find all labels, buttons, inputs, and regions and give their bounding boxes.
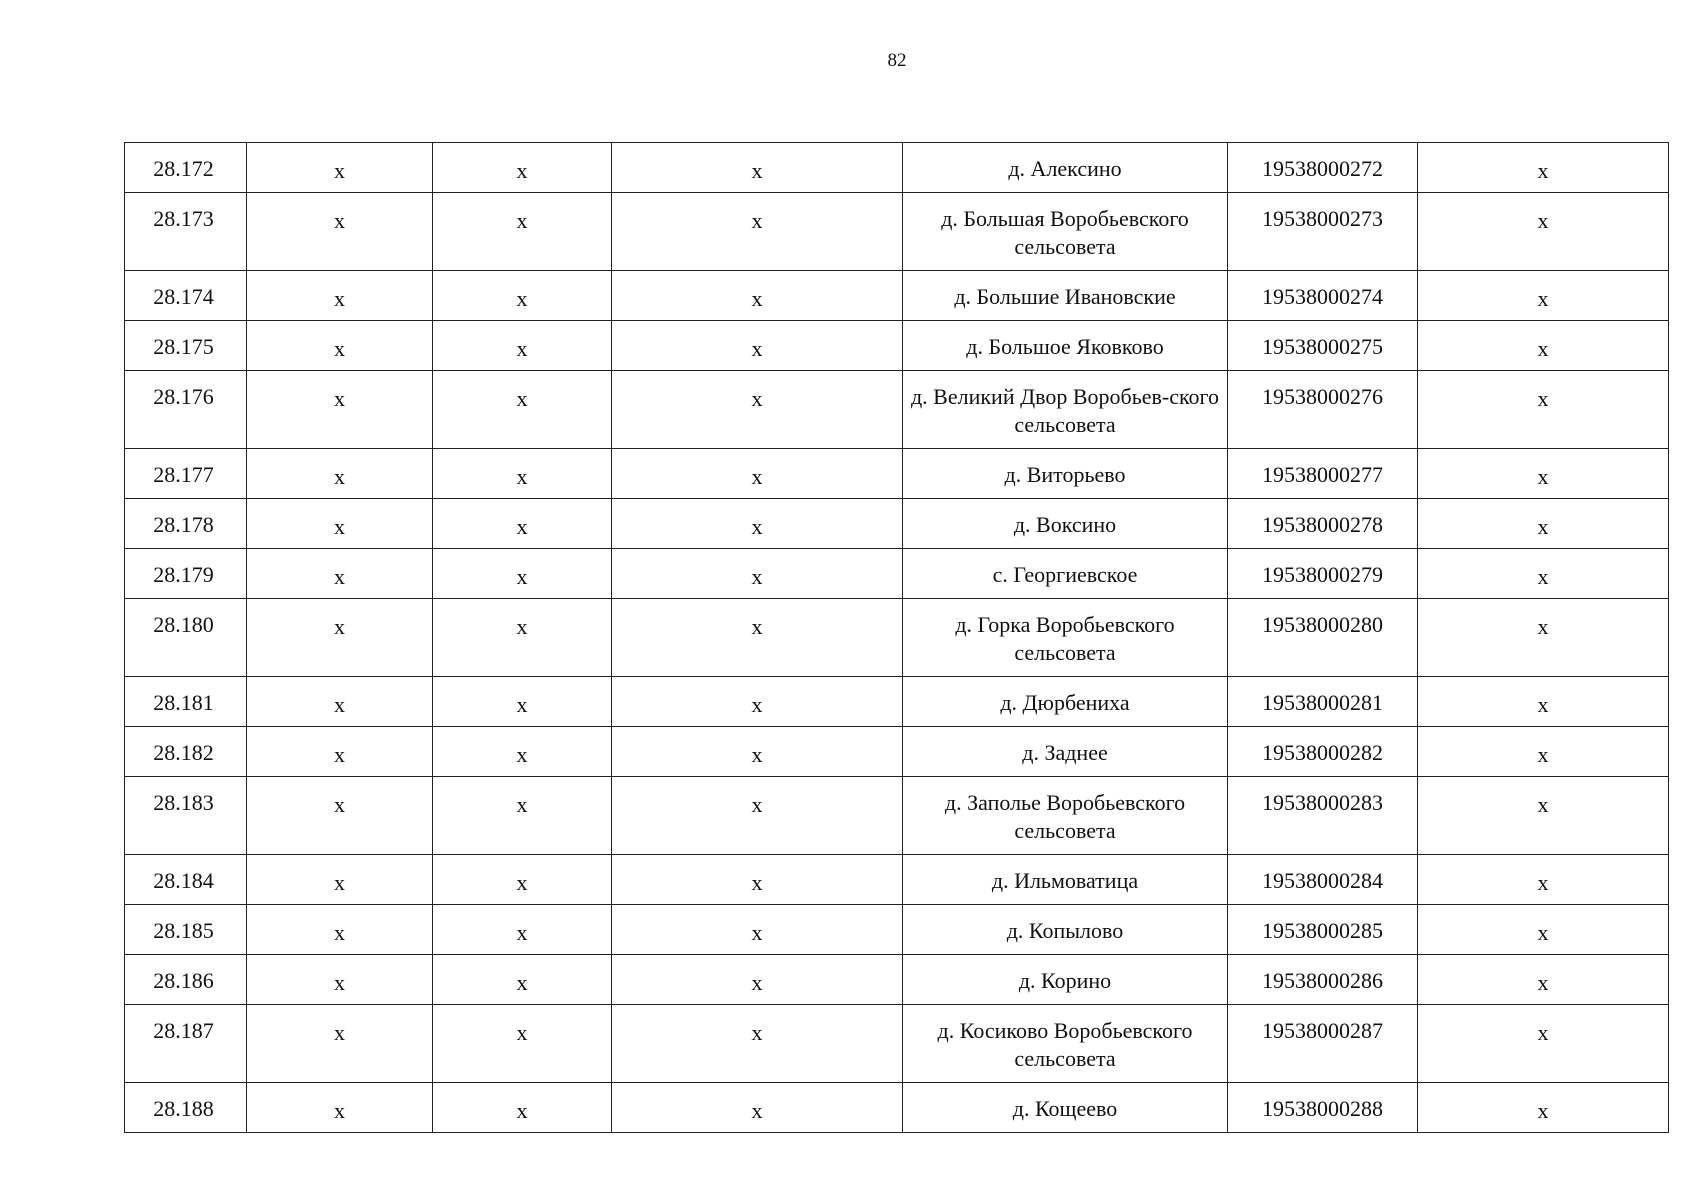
cell-x: х bbox=[247, 449, 433, 499]
row-number: 28.184 bbox=[125, 855, 247, 905]
oktmo-code: 19538000273 bbox=[1228, 193, 1418, 271]
oktmo-code: 19538000286 bbox=[1228, 955, 1418, 1005]
table-row bbox=[125, 499, 1669, 549]
settlement-name: д. Великий Двор Воробьев-ского сельсовета bbox=[903, 371, 1228, 449]
cell-x: х bbox=[1418, 855, 1669, 905]
oktmo-code: 19538000279 bbox=[1228, 549, 1418, 599]
cell-x: х bbox=[1418, 1005, 1669, 1083]
row-number: 28.174 bbox=[125, 271, 247, 321]
settlement-name: д. Виторьево bbox=[903, 449, 1228, 499]
cell-x: х bbox=[433, 143, 612, 193]
cell-x: х bbox=[247, 371, 433, 449]
table-row bbox=[125, 777, 1669, 855]
cell-x: х bbox=[247, 955, 433, 1005]
cell-x: х bbox=[1418, 321, 1669, 371]
cell-x: х bbox=[433, 271, 612, 321]
cell-x: х bbox=[612, 193, 903, 271]
table-row bbox=[125, 599, 1669, 677]
cell-x: х bbox=[612, 499, 903, 549]
row-number: 28.180 bbox=[125, 599, 247, 677]
cell-x: х bbox=[612, 321, 903, 371]
cell-x: х bbox=[433, 549, 612, 599]
cell-x: х bbox=[247, 549, 433, 599]
cell-x: х bbox=[433, 955, 612, 1005]
settlement-name: д. Алексино bbox=[903, 143, 1228, 193]
cell-x: х bbox=[1418, 955, 1669, 1005]
settlement-name: д. Копылово bbox=[903, 905, 1228, 955]
cell-x: х bbox=[247, 677, 433, 727]
cell-x: х bbox=[247, 1083, 433, 1133]
cell-x: х bbox=[433, 321, 612, 371]
settlement-name: д. Воксино bbox=[903, 499, 1228, 549]
cell-x: х bbox=[1418, 499, 1669, 549]
cell-x: х bbox=[247, 855, 433, 905]
table-row bbox=[125, 855, 1669, 905]
row-number: 28.172 bbox=[125, 143, 247, 193]
settlement-name: д. Большие Ивановские bbox=[903, 271, 1228, 321]
cell-x: х bbox=[247, 777, 433, 855]
settlement-name: д. Косиково Воробьевского сельсовета bbox=[903, 1005, 1228, 1083]
settlement-register-table bbox=[124, 142, 1669, 1133]
table-row bbox=[125, 549, 1669, 599]
oktmo-code: 19538000283 bbox=[1228, 777, 1418, 855]
settlement-name: д. Корино bbox=[903, 955, 1228, 1005]
cell-x: х bbox=[433, 499, 612, 549]
cell-x: х bbox=[1418, 905, 1669, 955]
oktmo-code: 19538000287 bbox=[1228, 1005, 1418, 1083]
cell-x: х bbox=[1418, 1083, 1669, 1133]
oktmo-code: 19538000284 bbox=[1228, 855, 1418, 905]
cell-x: х bbox=[433, 727, 612, 777]
row-number: 28.185 bbox=[125, 905, 247, 955]
cell-x: х bbox=[247, 905, 433, 955]
table-row bbox=[125, 193, 1669, 271]
table-row bbox=[125, 271, 1669, 321]
cell-x: х bbox=[612, 1005, 903, 1083]
row-number: 28.186 bbox=[125, 955, 247, 1005]
cell-x: х bbox=[1418, 143, 1669, 193]
cell-x: х bbox=[433, 905, 612, 955]
oktmo-code: 19538000274 bbox=[1228, 271, 1418, 321]
cell-x: х bbox=[1418, 193, 1669, 271]
oktmo-code: 19538000282 bbox=[1228, 727, 1418, 777]
cell-x: х bbox=[1418, 449, 1669, 499]
cell-x: х bbox=[612, 777, 903, 855]
table-row bbox=[125, 449, 1669, 499]
cell-x: х bbox=[612, 955, 903, 1005]
cell-x: х bbox=[247, 727, 433, 777]
cell-x: х bbox=[612, 727, 903, 777]
cell-x: х bbox=[612, 449, 903, 499]
cell-x: х bbox=[1418, 677, 1669, 727]
table-row bbox=[125, 321, 1669, 371]
cell-x: х bbox=[612, 271, 903, 321]
cell-x: х bbox=[612, 1083, 903, 1133]
cell-x: х bbox=[612, 549, 903, 599]
oktmo-code: 19538000276 bbox=[1228, 371, 1418, 449]
page-number: 82 bbox=[887, 50, 907, 71]
table-row bbox=[125, 727, 1669, 777]
table-row bbox=[125, 677, 1669, 727]
cell-x: х bbox=[247, 599, 433, 677]
cell-x: х bbox=[1418, 727, 1669, 777]
cell-x: х bbox=[433, 449, 612, 499]
settlement-name: с. Георгиевское bbox=[903, 549, 1228, 599]
settlement-name: д. Горка Воробьевского сельсовета bbox=[903, 599, 1228, 677]
cell-x: х bbox=[247, 271, 433, 321]
row-number: 28.173 bbox=[125, 193, 247, 271]
table-row bbox=[125, 905, 1669, 955]
row-number: 28.182 bbox=[125, 727, 247, 777]
cell-x: х bbox=[247, 143, 433, 193]
table-row bbox=[125, 1005, 1669, 1083]
oktmo-code: 19538000277 bbox=[1228, 449, 1418, 499]
cell-x: х bbox=[433, 371, 612, 449]
cell-x: х bbox=[247, 1005, 433, 1083]
cell-x: х bbox=[612, 371, 903, 449]
cell-x: х bbox=[247, 321, 433, 371]
cell-x: х bbox=[433, 677, 612, 727]
cell-x: х bbox=[433, 599, 612, 677]
oktmo-code: 19538000288 bbox=[1228, 1083, 1418, 1133]
row-number: 28.177 bbox=[125, 449, 247, 499]
cell-x: х bbox=[1418, 371, 1669, 449]
cell-x: х bbox=[1418, 271, 1669, 321]
settlement-name: д. Большая Воробьевского сельсовета bbox=[903, 193, 1228, 271]
oktmo-code: 19538000275 bbox=[1228, 321, 1418, 371]
table-row bbox=[125, 955, 1669, 1005]
row-number: 28.179 bbox=[125, 549, 247, 599]
settlement-name: д. Заполье Воробьевского сельсовета bbox=[903, 777, 1228, 855]
cell-x: х bbox=[612, 143, 903, 193]
cell-x: х bbox=[1418, 777, 1669, 855]
table-row bbox=[125, 143, 1669, 193]
cell-x: х bbox=[433, 1083, 612, 1133]
oktmo-code: 19538000285 bbox=[1228, 905, 1418, 955]
row-number: 28.181 bbox=[125, 677, 247, 727]
row-number: 28.187 bbox=[125, 1005, 247, 1083]
cell-x: х bbox=[247, 193, 433, 271]
cell-x: х bbox=[1418, 599, 1669, 677]
cell-x: х bbox=[612, 855, 903, 905]
row-number: 28.183 bbox=[125, 777, 247, 855]
oktmo-code: 19538000278 bbox=[1228, 499, 1418, 549]
cell-x: х bbox=[612, 905, 903, 955]
table-row bbox=[125, 1083, 1669, 1133]
row-number: 28.178 bbox=[125, 499, 247, 549]
cell-x: х bbox=[433, 1005, 612, 1083]
cell-x: х bbox=[433, 777, 612, 855]
settlement-name: д. Дюрбениха bbox=[903, 677, 1228, 727]
cell-x: х bbox=[433, 193, 612, 271]
cell-x: х bbox=[612, 677, 903, 727]
settlement-name: д. Заднее bbox=[903, 727, 1228, 777]
oktmo-code: 19538000280 bbox=[1228, 599, 1418, 677]
table-row bbox=[125, 371, 1669, 449]
settlement-name: д. Большое Яковково bbox=[903, 321, 1228, 371]
row-number: 28.175 bbox=[125, 321, 247, 371]
oktmo-code: 19538000281 bbox=[1228, 677, 1418, 727]
row-number: 28.188 bbox=[125, 1083, 247, 1133]
settlement-name: д. Ильмоватица bbox=[903, 855, 1228, 905]
cell-x: х bbox=[433, 855, 612, 905]
cell-x: х bbox=[1418, 549, 1669, 599]
oktmo-code: 19538000272 bbox=[1228, 143, 1418, 193]
row-number: 28.176 bbox=[125, 371, 247, 449]
settlement-name: д. Кощеево bbox=[903, 1083, 1228, 1133]
cell-x: х bbox=[612, 599, 903, 677]
cell-x: х bbox=[247, 499, 433, 549]
